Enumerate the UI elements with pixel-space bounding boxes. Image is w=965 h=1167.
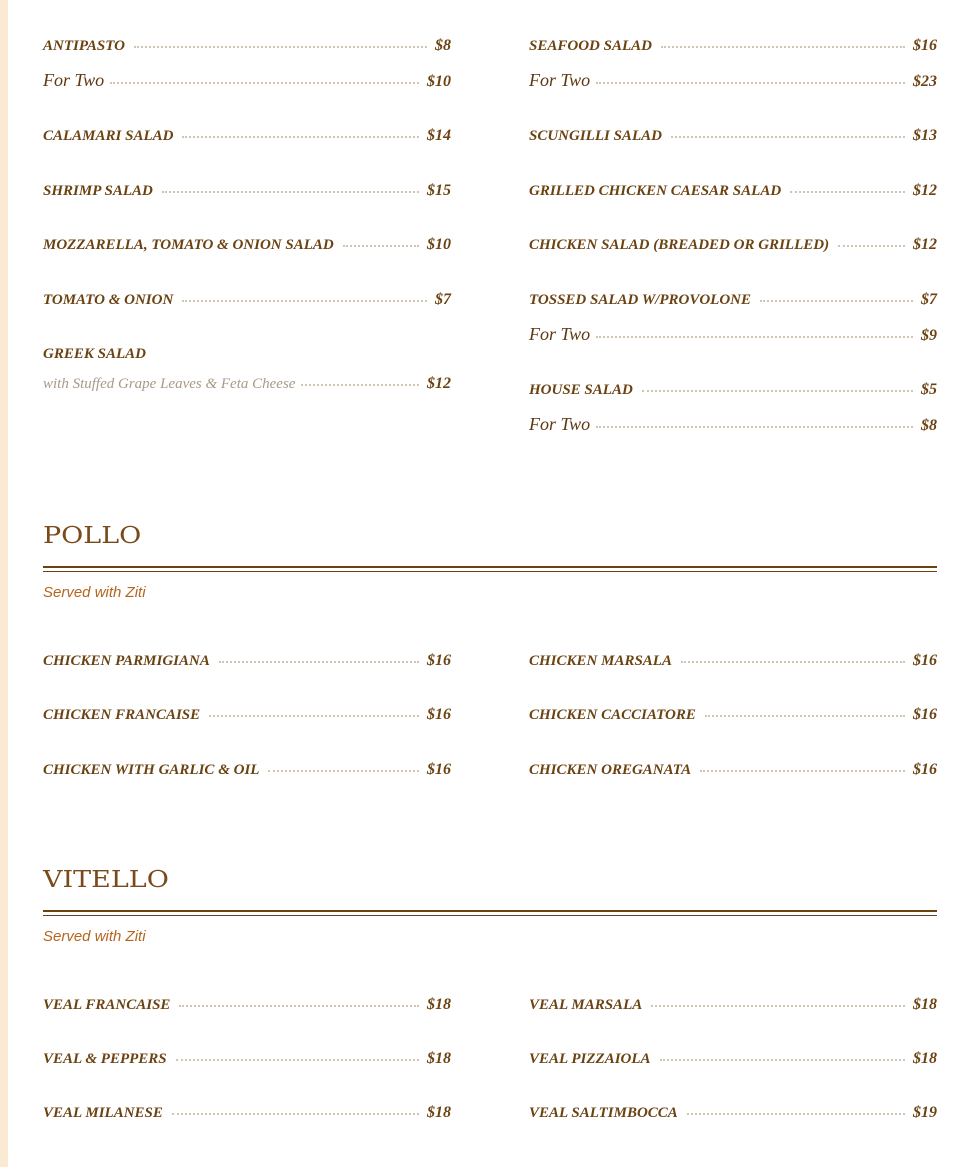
item-name: SHRIMP SALAD: [43, 183, 153, 199]
dot-leader: [134, 45, 427, 48]
item-name: VEAL SALTIMBOCCA: [529, 1105, 678, 1121]
dot-leader: [172, 1112, 419, 1115]
item-price: $16: [913, 652, 937, 669]
item-name: VEAL MILANESE: [43, 1105, 163, 1121]
item-name: CHICKEN WITH GARLIC & OIL: [43, 762, 260, 778]
menu-item: [529, 706, 937, 724]
item-price: $19: [913, 1104, 937, 1121]
menu-item: [529, 381, 937, 399]
dot-leader: [596, 425, 913, 428]
item-price: $7: [435, 291, 451, 308]
menu-item: [529, 652, 937, 670]
dot-leader: [700, 769, 905, 772]
dot-leader: [642, 389, 913, 392]
item-name: VEAL MARSALA: [529, 997, 643, 1013]
dot-leader: [651, 1004, 905, 1007]
item-price: $5: [921, 381, 937, 398]
item-name: SCUNGILLI SALAD: [529, 128, 662, 144]
option-price: $8: [921, 417, 937, 434]
menu-item: [43, 37, 451, 55]
option-name: For Two: [529, 70, 591, 90]
item-name: CHICKEN SALAD (BREADED OR GRILLED): [529, 237, 830, 253]
dot-leader: [162, 190, 419, 193]
option-price: $10: [427, 73, 451, 90]
dot-leader: [671, 135, 905, 138]
item-name: CHICKEN CACCIATORE: [529, 707, 696, 723]
item-price: $18: [913, 996, 937, 1013]
option-name: For Two: [529, 414, 591, 434]
dot-leader: [179, 1004, 419, 1007]
item-price: $15: [427, 182, 451, 199]
item-price: $7: [921, 291, 937, 308]
item-price: $18: [427, 1050, 451, 1067]
item-description: with Stuffed Grape Leaves & Feta Cheese: [43, 376, 296, 392]
item-price: $13: [913, 127, 937, 144]
menu-item: [43, 346, 451, 363]
menu-item-note: [43, 375, 451, 393]
section-divider: [43, 910, 937, 916]
menu-item: [43, 236, 451, 254]
option-name: For Two: [43, 70, 105, 90]
option-price: $9: [921, 327, 937, 344]
item-name: MOZZARELLA, TOMATO & ONION SALAD: [43, 237, 334, 253]
menu-item: [43, 996, 451, 1014]
dot-leader: [760, 299, 913, 302]
menu-item: [529, 182, 937, 200]
dot-leader: [182, 135, 419, 138]
dot-leader: [110, 81, 419, 84]
menu-item: [43, 182, 451, 200]
item-name: VEAL & PEPPERS: [43, 1051, 167, 1067]
menu-item: [43, 761, 451, 779]
menu-item: [529, 761, 937, 779]
item-name: ANTIPASTO: [43, 38, 125, 54]
dot-leader: [838, 244, 905, 247]
menu-item: [43, 652, 451, 670]
menu-item: [529, 291, 937, 309]
menu-item: [43, 127, 451, 145]
item-name: HOUSE SALAD: [529, 382, 633, 398]
item-price: $10: [427, 236, 451, 253]
dot-leader: [343, 244, 419, 247]
item-price: $18: [913, 1050, 937, 1067]
menu-item: [43, 1050, 451, 1068]
dot-leader: [687, 1112, 905, 1115]
menu-item: [43, 706, 451, 724]
option-price: $23: [913, 73, 937, 90]
item-name: CHICKEN MARSALA: [529, 653, 672, 669]
item-price: $16: [913, 37, 937, 54]
item-price: $16: [427, 761, 451, 778]
menu-item-option: [529, 324, 937, 345]
section-title-vitello: VITELLO: [43, 866, 169, 894]
item-price: $16: [913, 706, 937, 723]
item-price: $12: [913, 182, 937, 199]
menu-item-option: [529, 70, 937, 91]
menu-item-option: [529, 414, 937, 435]
item-price: $8: [435, 37, 451, 54]
item-name: CHICKEN PARMIGIANA: [43, 653, 210, 669]
dot-leader: [301, 383, 419, 386]
menu-item: [529, 1104, 937, 1122]
item-price: $12: [913, 236, 937, 253]
item-name: CHICKEN OREGANATA: [529, 762, 692, 778]
menu-item: [43, 291, 451, 309]
item-name: TOSSED SALAD W/PROVOLONE: [529, 292, 751, 308]
dot-leader: [209, 714, 419, 717]
menu-item: [43, 1104, 451, 1122]
menu-item: [529, 127, 937, 145]
section-divider: [43, 566, 937, 572]
menu-item: [529, 996, 937, 1014]
dot-leader: [790, 190, 905, 193]
menu-item: [529, 37, 937, 55]
dot-leader: [596, 335, 913, 338]
dot-leader: [268, 769, 419, 772]
item-price: $12: [427, 375, 451, 392]
item-name: CHICKEN FRANCAISE: [43, 707, 201, 723]
menu-item: [529, 236, 937, 254]
item-name: VEAL FRANCAISE: [43, 997, 171, 1013]
item-name: VEAL PIZZAIOLA: [529, 1051, 651, 1067]
item-name: GRILLED CHICKEN CAESAR SALAD: [529, 183, 782, 199]
section-title-pollo: POLLO: [43, 522, 142, 550]
item-price: $16: [427, 706, 451, 723]
item-price: $18: [427, 1104, 451, 1121]
item-name: GREEK SALAD: [43, 346, 146, 362]
dot-leader: [661, 45, 905, 48]
menu-item-option: [43, 70, 451, 91]
dot-leader: [705, 714, 905, 717]
item-name: CALAMARI SALAD: [43, 128, 174, 144]
section-note: Served with Ziti: [43, 928, 146, 945]
item-price: $16: [427, 652, 451, 669]
dot-leader: [660, 1058, 905, 1061]
item-name: SEAFOOD SALAD: [529, 38, 652, 54]
dot-leader: [596, 81, 905, 84]
item-price: $14: [427, 127, 451, 144]
item-price: $18: [427, 996, 451, 1013]
side-decorative-strip: [0, 0, 8, 1167]
section-note: Served with Ziti: [43, 584, 146, 601]
item-price: $16: [913, 761, 937, 778]
menu-item: [529, 1050, 937, 1068]
dot-leader: [219, 660, 419, 663]
option-name: For Two: [529, 324, 591, 344]
dot-leader: [182, 299, 427, 302]
item-name: TOMATO & ONION: [43, 292, 174, 308]
dot-leader: [176, 1058, 419, 1061]
dot-leader: [681, 660, 905, 663]
